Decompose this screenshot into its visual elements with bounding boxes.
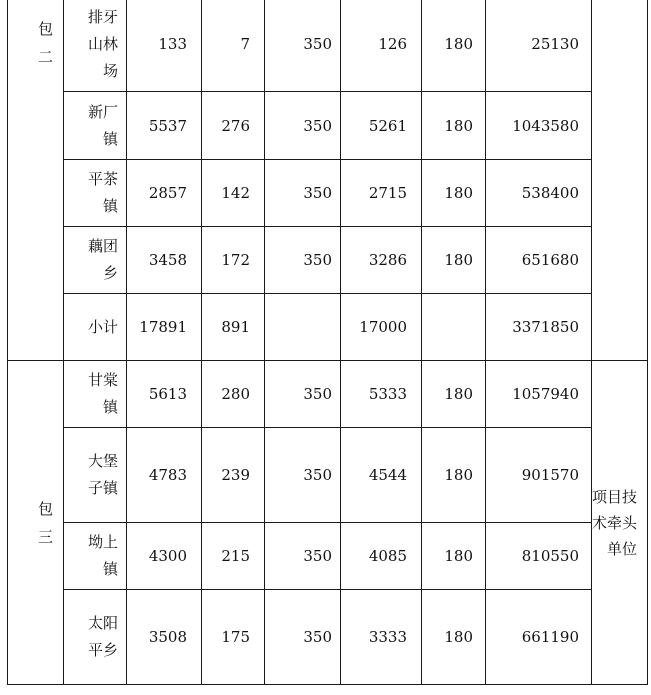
value-cell: 3458 [127, 227, 202, 294]
value-cell: 2715 [341, 160, 422, 227]
town-cell: 太阳平乡 [64, 590, 127, 685]
value-cell: 172 [202, 227, 265, 294]
table-row [8, 361, 648, 428]
table-row [8, 0, 648, 92]
table-row [8, 590, 648, 685]
table-row [8, 523, 648, 590]
value-cell: 25130 [486, 0, 592, 92]
table-row [8, 227, 648, 294]
value-cell [422, 294, 486, 361]
value-cell: 7 [202, 0, 265, 92]
value-cell: 4783 [127, 428, 202, 523]
town-cell: 藕团乡 [64, 227, 127, 294]
value-cell: 901570 [486, 428, 592, 523]
value-cell: 5613 [127, 361, 202, 428]
value-cell: 180 [422, 428, 486, 523]
subtotal-label: 小计 [64, 294, 127, 361]
value-cell: 3286 [341, 227, 422, 294]
value-cell: 4300 [127, 523, 202, 590]
value-cell: 350 [265, 227, 341, 294]
value-cell [265, 294, 341, 361]
value-cell: 350 [265, 428, 341, 523]
value-cell: 180 [422, 361, 486, 428]
technical-lead-note: 项目技术牵头单位 [592, 361, 648, 685]
value-cell: 2857 [127, 160, 202, 227]
value-cell: 280 [202, 361, 265, 428]
value-cell: 126 [341, 0, 422, 92]
value-cell: 239 [202, 428, 265, 523]
value-cell: 180 [422, 92, 486, 160]
table-row [8, 428, 648, 523]
value-cell: 180 [422, 590, 486, 685]
value-cell: 891 [202, 294, 265, 361]
package-label: 包三 [8, 361, 64, 685]
value-cell: 661190 [486, 590, 592, 685]
package-label: 包二 [8, 0, 64, 361]
value-cell: 17891 [127, 294, 202, 361]
value-cell: 215 [202, 523, 265, 590]
town-cell: 大堡子镇 [64, 428, 127, 523]
town-cell: 新厂镇 [64, 92, 127, 160]
value-cell: 350 [265, 0, 341, 92]
value-cell: 3371850 [486, 294, 592, 361]
table-row [8, 160, 648, 227]
value-cell: 3508 [127, 590, 202, 685]
value-cell: 142 [202, 160, 265, 227]
subtotal-row [8, 294, 648, 361]
value-cell: 4085 [341, 523, 422, 590]
town-cell: 坳上镇 [64, 523, 127, 590]
note-cell [592, 0, 648, 361]
value-cell: 5537 [127, 92, 202, 160]
value-cell: 350 [265, 523, 341, 590]
value-cell: 350 [265, 92, 341, 160]
table-row [8, 92, 648, 160]
value-cell: 180 [422, 227, 486, 294]
value-cell: 1057940 [486, 361, 592, 428]
value-cell: 180 [422, 523, 486, 590]
value-cell: 5261 [341, 92, 422, 160]
town-cell: 平茶镇 [64, 160, 127, 227]
allocation-table [7, 0, 648, 685]
value-cell: 810550 [486, 523, 592, 590]
value-cell: 3333 [341, 590, 422, 685]
value-cell: 1043580 [486, 92, 592, 160]
town-cell: 甘棠镇 [64, 361, 127, 428]
value-cell: 175 [202, 590, 265, 685]
value-cell: 538400 [486, 160, 592, 227]
value-cell: 350 [265, 361, 341, 428]
value-cell: 133 [127, 0, 202, 92]
value-cell: 180 [422, 160, 486, 227]
value-cell: 4544 [341, 428, 422, 523]
value-cell: 350 [265, 590, 341, 685]
value-cell: 17000 [341, 294, 422, 361]
value-cell: 180 [422, 0, 486, 92]
value-cell: 350 [265, 160, 341, 227]
value-cell: 651680 [486, 227, 592, 294]
value-cell: 5333 [341, 361, 422, 428]
town-cell: 排牙山林场 [64, 0, 127, 92]
value-cell: 276 [202, 92, 265, 160]
